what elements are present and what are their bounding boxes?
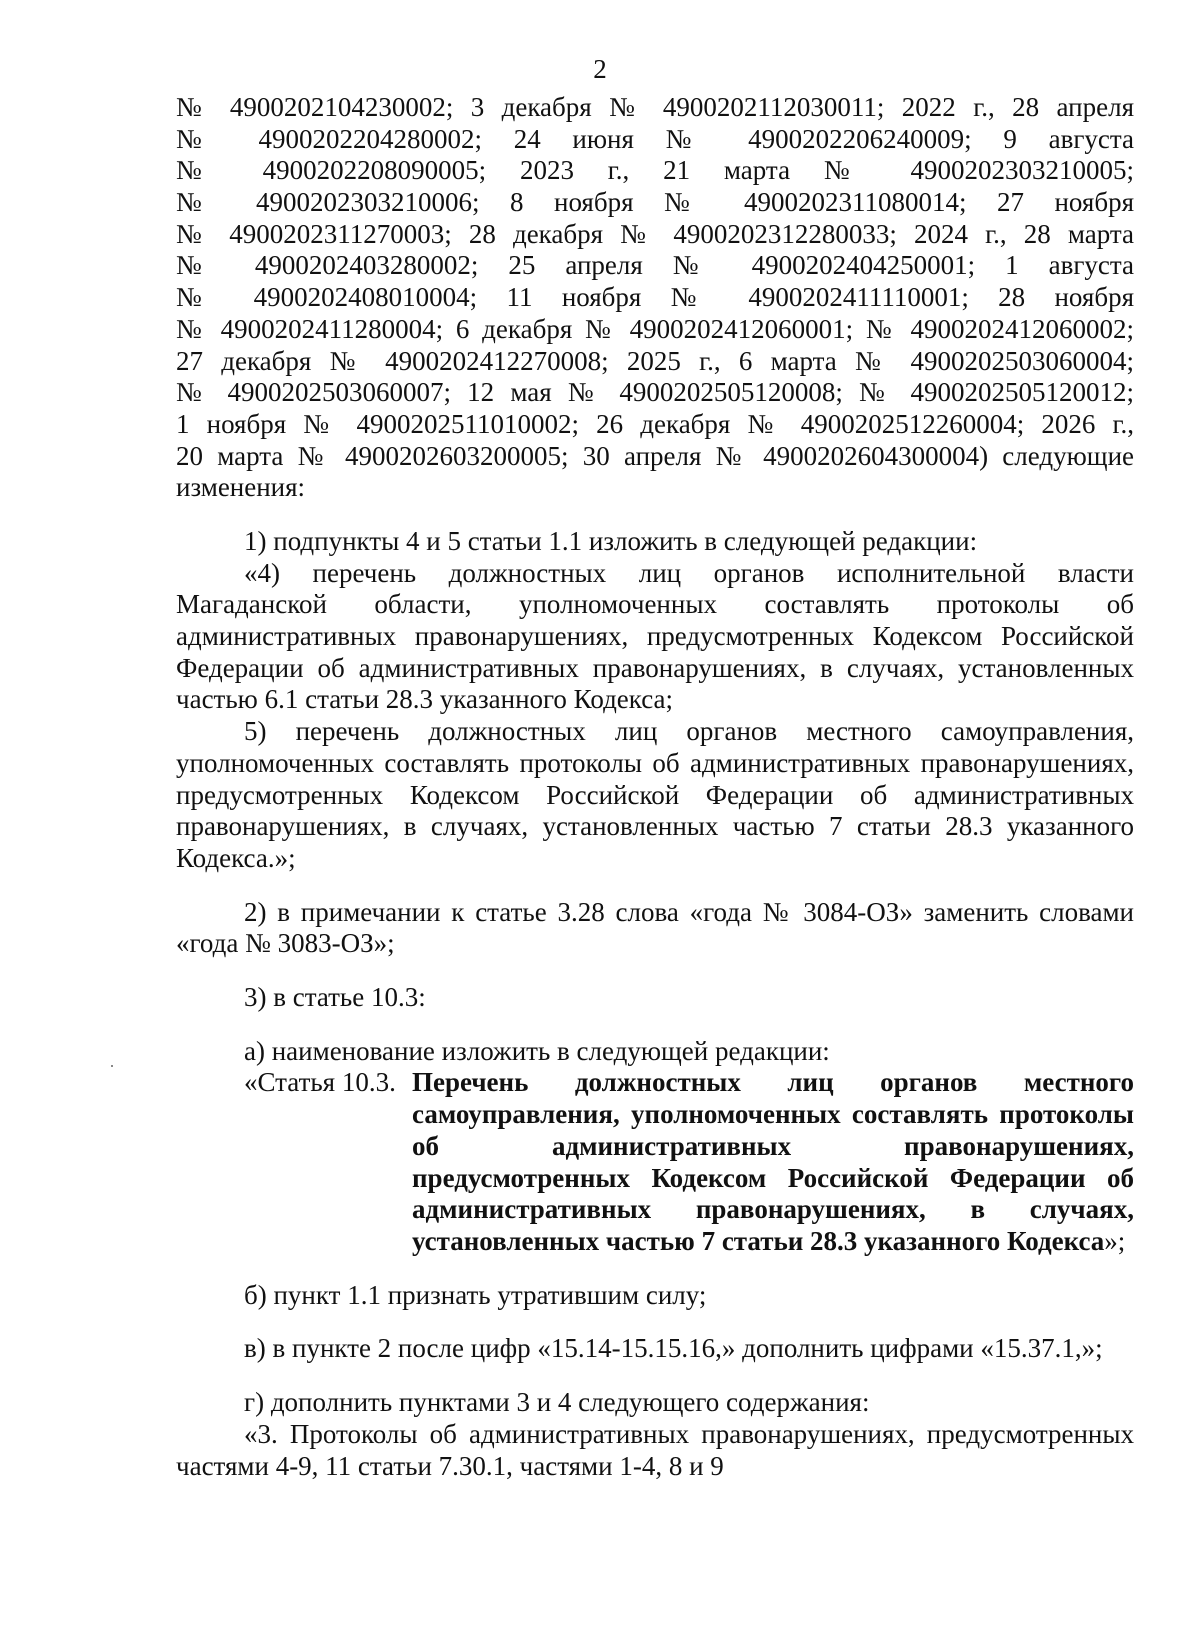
item-3g-text: «3. Протоколы об административных правонарушениях, предусмотренных частями 4-9, 11 статьи 7.30.1, частями 1-4, 8 и 9 [176,1418,1134,1481]
intro-line: 27 декабря № 4900202412270008; 2025 г., 6 марта № 4900202503060004; [176,345,1134,376]
intro-line: № 4900202311270003; 28 декабря № 4900202312280033; 2024 г., 28 марта [176,218,1134,249]
item-1-subpoint-4: «4) перечень должностных лиц органов исполнительной власти Магаданской области, уполномоченных составлять протоколы об административных правонарушениях, предусмотренных Кодексом Российской Федерации об административных правонарушениях, в случаях, установленных частью 6.1 статьи 28.3 указанного Кодекса; [176,557,1134,715]
article-name [412,1067,1134,1257]
document-body [176,92,1134,1482]
intro-line: 20 марта № 4900202603200005; 30 апреля № 4900202604300004) следующие [176,440,1134,471]
article-name-text: Перечень должностных лиц органов местного самоуправления, уполномоченных составлять протоколы об административных правонарушениях, предусмотренных Кодексом Российской Федерации об административных правонарушениях, в случаях, установленных частью 7 статьи 28.3 указанного Кодекса [412,1067,1134,1256]
intro-line: изменения: [176,472,306,503]
article-name-tail: »; [1104,1226,1126,1256]
intro-line: № 4900202204280002; 24 июня № 4900202206240009; 9 августа [176,123,1134,154]
item-3v: в) в пункте 2 после цифр «15.14-15.15.16,» дополнить цифрами «15.37.1,»; [244,1333,1103,1364]
article-label: «Статья 10.3. [244,1067,396,1098]
item-1-subpoint-5: 5) перечень должностных лиц органов местного самоуправления, уполномоченных составлять протоколы об административных правонарушениях, предусмотренных Кодексом Российской Федерации об административных правонарушениях, в случаях, установленных частью 7 статьи 28.3 указанного Кодекса.»; [176,716,1134,873]
scan-speck [111,1065,113,1067]
article-title-block [176,1067,1134,1257]
intro-line: № 4900202104230002; 3 декабря № 4900202112030011; 2022 г., 28 апреля [176,92,1134,122]
item-3g: г) дополнить пунктами 3 и 4 следующего содержания: [244,1387,870,1418]
intro-paragraph [176,92,1134,504]
intro-line: № 4900202208090005; 2023 г., 21 марта № 4900202303210005; [176,155,1134,186]
item-3a: а) наименование изложить в следующей редакции: [244,1035,830,1066]
item-3: 3) в статье 10.3: [244,982,426,1013]
intro-line: № 4900202408010004; 11 ноября № 4900202411110001; 28 ноября [176,282,1134,313]
item-3b: б) пункт 1.1 признать утратившим силу; [244,1279,707,1310]
intro-line: № 4900202503060007; 12 мая № 4900202505120008; № 4900202505120012; [176,377,1134,408]
intro-line: № 4900202403280002; 25 апреля № 4900202404250001; 1 августа [176,250,1134,281]
page-number: 2 [593,54,607,84]
item-2: 2) в примечании к статье 3.28 слова «года № 3084-ОЗ» заменить словами «года № 3083-ОЗ»; [176,896,1134,959]
item-1: 1) подпункты 4 и 5 статьи 1.1 изложить в следующей редакции: [244,525,978,556]
intro-line: № 4900202303210006; 8 ноября № 4900202311080014; 27 ноября [176,187,1134,218]
intro-line: 1 ноября № 4900202511010002; 26 декабря № 4900202512260004; 2026 г., [176,408,1134,439]
intro-line: № 4900202411280004; 6 декабря № 4900202412060001; № 4900202412060002; [176,313,1134,344]
